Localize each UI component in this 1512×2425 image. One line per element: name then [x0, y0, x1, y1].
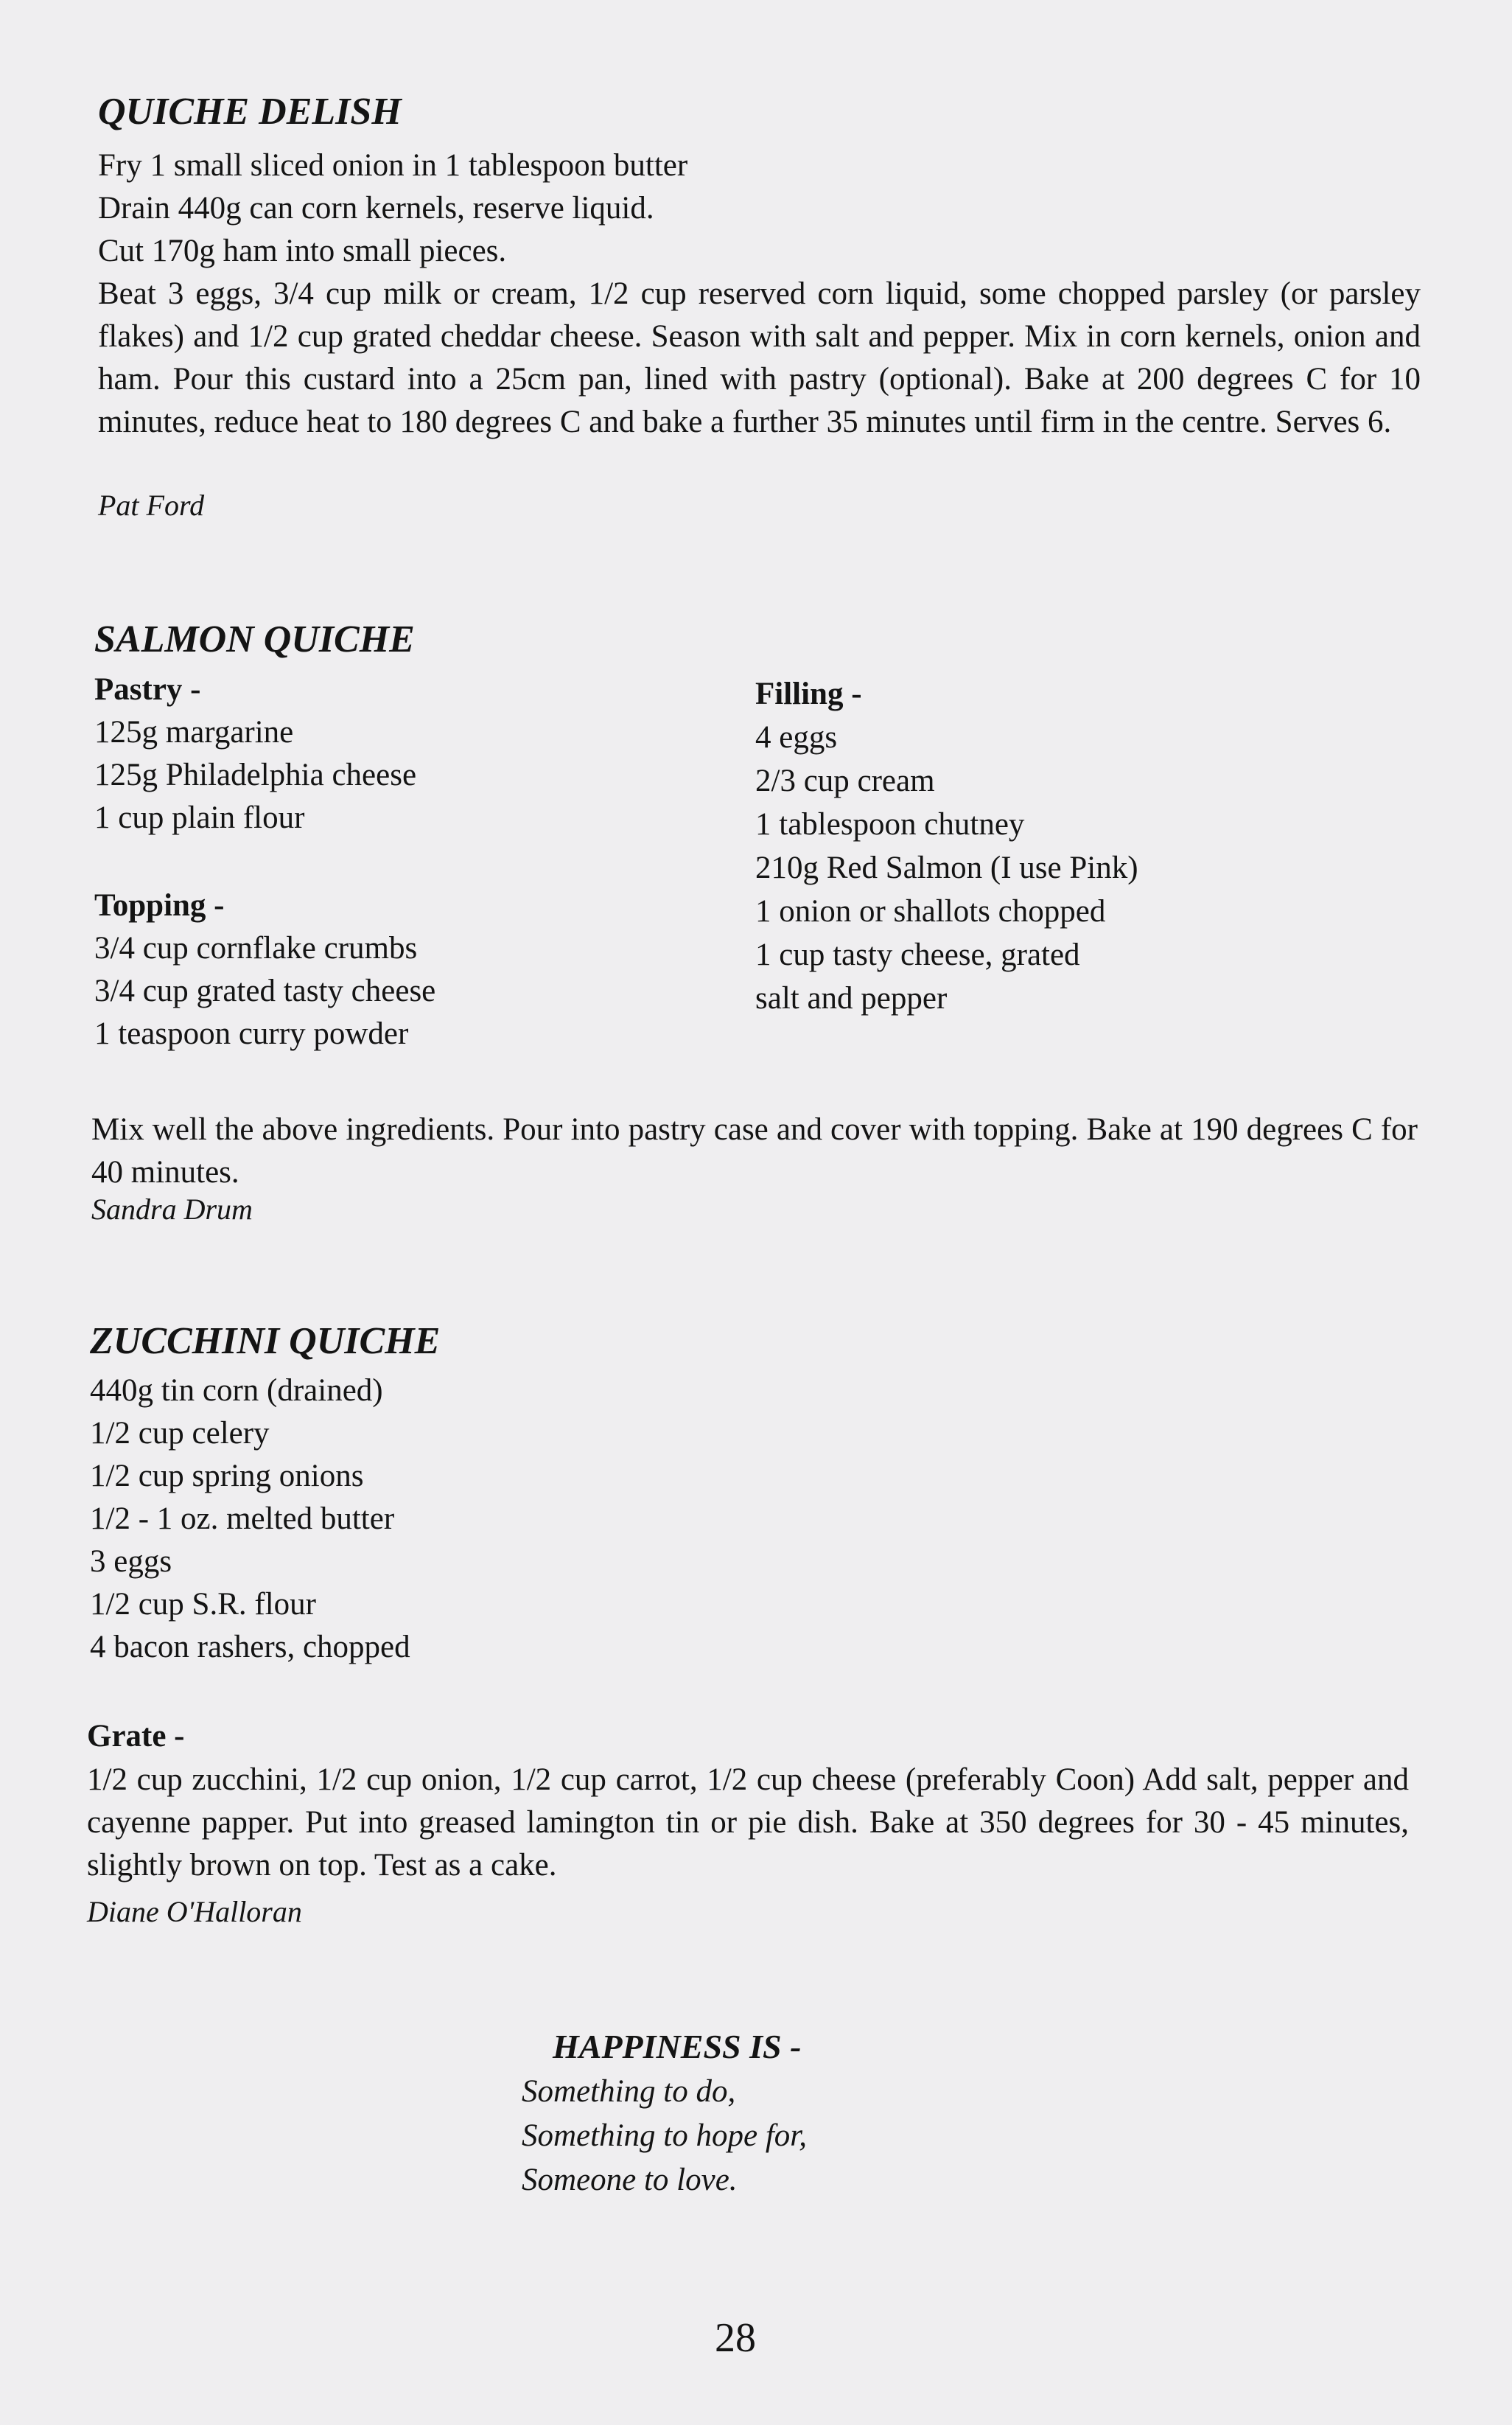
poem-line: Someone to love.: [522, 2163, 738, 2197]
ingredient: 1 cup plain flour: [94, 800, 305, 835]
recipe-method: Beat 3 eggs, 3/4 cup milk or cream, 1/2 cup reserved corn liquid, some chopped parsley (or parsley flakes) and 1/2 cup grated cheddar cheese. Season with salt and pepper. Mix in corn kernels, onion and ham. Pour this custard into a 25cm pan, lined with pastry (optional). Bake at 200 degrees C for 10 minutes, reduce heat to 180 degrees C and bake a further 35 minutes until firm in the centre. Serves 6.: [98, 276, 1421, 439]
ingredient: 3 eggs: [90, 1544, 172, 1579]
section-heading-grate: Grate -: [87, 1719, 185, 1754]
recipe-method: Mix well the above ingredients. Pour into pastry case and cover with topping. Bake at 190 degrees C for 40 minutes.: [91, 1112, 1418, 1190]
ingredient: 125g margarine: [94, 715, 294, 750]
ingredient: 1/2 - 1 oz. melted butter: [90, 1501, 395, 1536]
recipe-title-salmon-quiche: SALMON QUICHE: [94, 618, 415, 660]
recipe-step: Drain 440g can corn kernels, reserve liquid.: [98, 191, 654, 226]
ingredient: 3/4 cup cornflake crumbs: [94, 931, 418, 966]
ingredient: 1 tablespoon chutney: [755, 807, 1025, 842]
poem-line: Something to hope for,: [522, 2118, 807, 2153]
ingredient: salt and pepper: [755, 981, 948, 1016]
poem-line: Something to do,: [522, 2074, 736, 2109]
ingredient: 125g Philadelphia cheese: [94, 758, 417, 792]
poem-title: HAPPINESS IS -: [553, 2028, 802, 2065]
ingredient: 1 cup tasty cheese, grated: [755, 938, 1080, 972]
recipe-title-quiche-delish: QUICHE DELISH: [98, 91, 402, 133]
ingredient: 1 teaspoon curry powder: [94, 1016, 409, 1051]
section-heading-topping: Topping -: [94, 888, 225, 923]
section-heading-filling: Filling -: [755, 677, 862, 711]
ingredient: 4 eggs: [755, 720, 838, 755]
ingredient: 3/4 cup grated tasty cheese: [94, 974, 436, 1008]
recipe-step: Cut 170g ham into small pieces.: [98, 234, 507, 268]
section-heading-pastry: Pastry -: [94, 672, 201, 707]
ingredient: 210g Red Salmon (I use Pink): [755, 851, 1138, 885]
recipe-author: Pat Ford: [98, 489, 205, 522]
ingredient: 4 bacon rashers, chopped: [90, 1630, 410, 1664]
recipe-author: Diane O'Halloran: [87, 1895, 302, 1928]
page-number: 28: [715, 2315, 756, 2361]
ingredient: 1 onion or shallots chopped: [755, 894, 1106, 929]
ingredient: 1/2 cup spring onions: [90, 1459, 364, 1493]
recipe-step: Fry 1 small sliced onion in 1 tablespoon butter: [98, 148, 688, 183]
recipe-author: Sandra Drum: [91, 1193, 253, 1226]
recipe-title-zucchini-quiche: ZUCCHINI QUICHE: [90, 1320, 441, 1362]
recipe-method: 1/2 cup zucchini, 1/2 cup onion, 1/2 cup carrot, 1/2 cup cheese (preferably Coon) Add salt, pepper and cayenne papper. Put into greased lamington tin or pie dish. Bake at 350 degrees for 30 - 45 minutes, slightly brown on top. Test as a cake.: [87, 1762, 1409, 1883]
ingredient: 440g tin corn (drained): [90, 1373, 383, 1408]
ingredient: 1/2 cup celery: [90, 1416, 270, 1451]
ingredient: 2/3 cup cream: [755, 764, 935, 798]
ingredient: 1/2 cup S.R. flour: [90, 1587, 316, 1622]
